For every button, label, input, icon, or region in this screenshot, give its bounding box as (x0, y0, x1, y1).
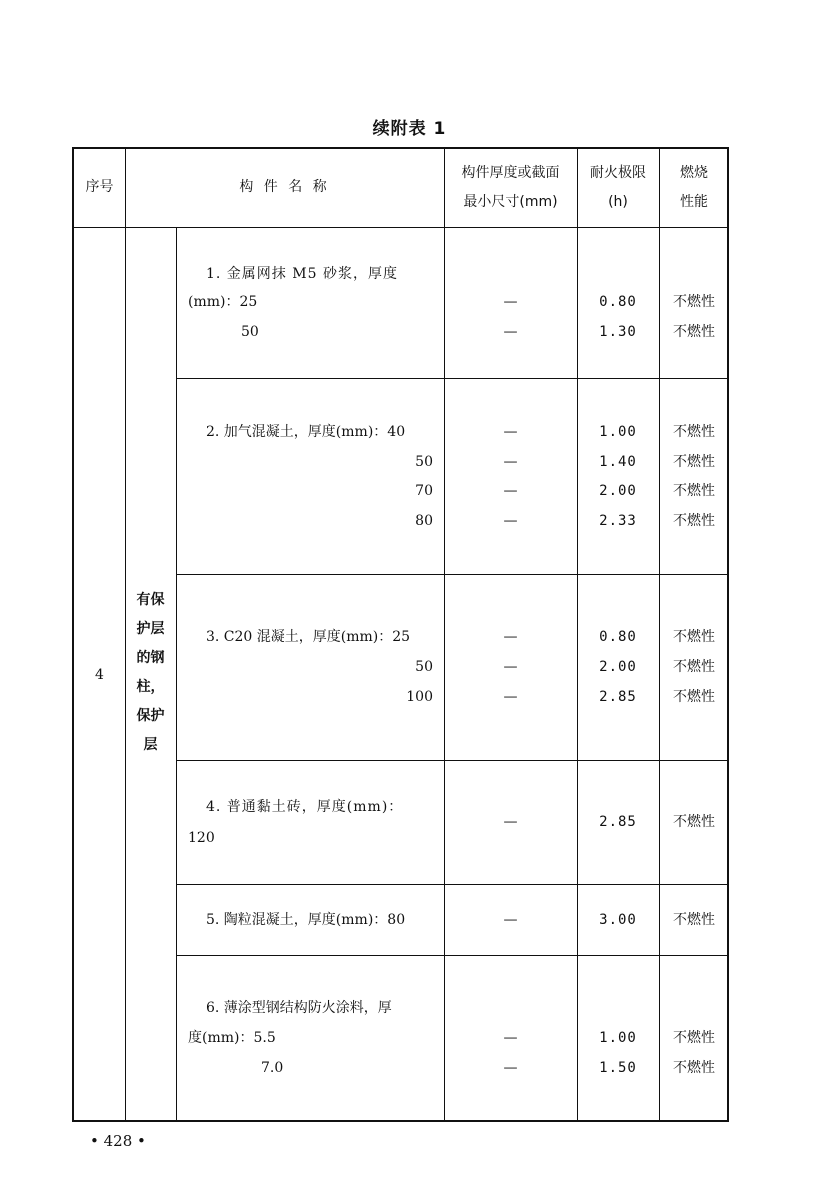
item-line: 50 (415, 659, 433, 675)
item-title: 6. 薄涂型钢结构防火涂料，厚 (206, 1000, 392, 1016)
fire-resistance-table (72, 147, 729, 1122)
row-number: 4 (95, 667, 104, 683)
table-caption: 续附表 1 (372, 119, 447, 139)
combustibility-value: 不燃性 (673, 689, 715, 705)
fire-limit-value: 3.00 (599, 912, 637, 928)
thickness-value: — (503, 912, 518, 928)
item-line: 50 (415, 454, 433, 470)
fire-limit-value: 2.00 (599, 659, 637, 675)
group-label-line: 的钢 (136, 650, 165, 666)
header-rule (74, 227, 729, 228)
column-rule (176, 227, 177, 1120)
combustibility-value: 不燃性 (673, 629, 715, 645)
item-line: 100 (406, 689, 433, 705)
item-line: 度(mm)：5.5 (188, 1030, 276, 1046)
group-label-line: 有保 (136, 592, 165, 608)
group-label-line: 柱， (136, 679, 165, 695)
item-title: 4. 普通黏土砖，厚度(mm)： (206, 799, 404, 815)
header-burn-line2: 性能 (680, 194, 708, 210)
header-thickness-line2: 最小尺寸(mm) (463, 194, 558, 210)
fire-limit-value: 1.40 (599, 454, 637, 470)
item-title: 1. 金属网抹 M5 砂浆，厚度 (206, 266, 398, 282)
thickness-value: — (503, 324, 518, 340)
item-line: 50 (241, 324, 259, 340)
thickness-value: — (503, 424, 518, 440)
combustibility-value: 不燃性 (673, 814, 715, 830)
header-limit-line1: 耐火极限 (590, 165, 646, 181)
combustibility-value: 不燃性 (673, 1060, 715, 1076)
thickness-value: — (503, 689, 518, 705)
thickness-value: — (503, 659, 518, 675)
item-title: 2. 加气混凝土，厚度(mm)：40 (206, 424, 406, 440)
item-title: 3. C20 混凝土，厚度(mm)：25 (206, 629, 411, 645)
combustibility-value: 不燃性 (673, 483, 715, 499)
combustibility-value: 不燃性 (673, 294, 715, 310)
row-rule (176, 574, 729, 575)
fire-limit-value: 0.80 (599, 629, 637, 645)
row-rule (176, 955, 729, 956)
row-rule (176, 884, 729, 885)
item-line: 70 (415, 483, 433, 499)
thickness-value: — (503, 814, 518, 830)
combustibility-value: 不燃性 (673, 454, 715, 470)
combustibility-value: 不燃性 (673, 324, 715, 340)
fire-limit-value: 2.85 (599, 689, 637, 705)
fire-limit-value: 2.85 (599, 814, 637, 830)
item-line: 120 (188, 830, 215, 846)
header-limit-line2: (h) (608, 194, 628, 210)
group-label-line: 层 (143, 737, 158, 753)
header-name: 构 件 名 称 (239, 179, 330, 195)
page-number: • 428 • (90, 1132, 146, 1150)
fire-limit-value: 1.30 (599, 324, 637, 340)
thickness-value: — (503, 483, 518, 499)
header-burn-line1: 燃烧 (680, 165, 708, 181)
fire-limit-value: 2.00 (599, 483, 637, 499)
fire-limit-value: 1.00 (599, 424, 637, 440)
header-no: 序号 (85, 179, 114, 195)
thickness-value: — (503, 513, 518, 529)
thickness-value: — (503, 629, 518, 645)
fire-limit-value: 0.80 (599, 294, 637, 310)
item-line: (mm)：25 (188, 294, 258, 310)
thickness-value: — (503, 1030, 518, 1046)
fire-limit-value: 1.50 (599, 1060, 637, 1076)
fire-limit-value: 1.00 (599, 1030, 637, 1046)
combustibility-value: 不燃性 (673, 513, 715, 529)
group-label-line: 保护 (136, 708, 165, 724)
item-line: 7.0 (261, 1060, 284, 1076)
item-line: 80 (415, 513, 433, 529)
row-rule (176, 378, 729, 379)
combustibility-value: 不燃性 (673, 659, 715, 675)
thickness-value: — (503, 294, 518, 310)
fire-limit-value: 2.33 (599, 513, 637, 529)
thickness-value: — (503, 454, 518, 470)
row-rule (176, 760, 729, 761)
combustibility-value: 不燃性 (673, 1030, 715, 1046)
thickness-value: — (503, 1060, 518, 1076)
combustibility-value: 不燃性 (673, 424, 715, 440)
combustibility-value: 不燃性 (673, 912, 715, 928)
group-label-line: 护层 (136, 621, 165, 637)
header-thickness-line1: 构件厚度或截面 (461, 165, 560, 181)
item-title: 5. 陶粒混凝土，厚度(mm)：80 (206, 912, 406, 928)
